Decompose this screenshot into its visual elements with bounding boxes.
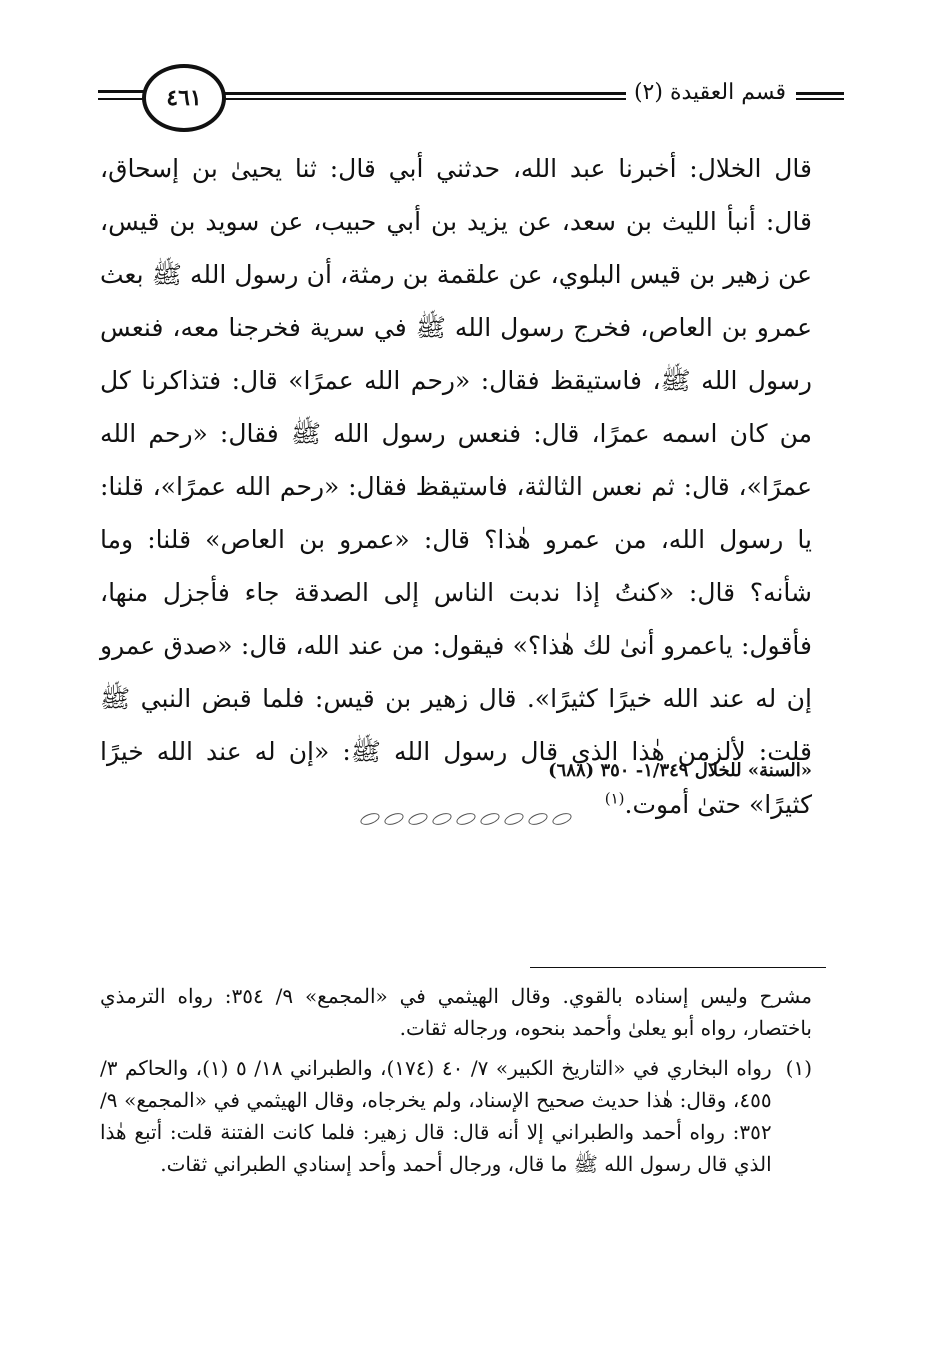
footnotes	[100, 980, 812, 1180]
footnote-number: (١)	[785, 1056, 812, 1080]
ornament-mark	[359, 811, 381, 827]
ornament-mark	[407, 811, 429, 827]
footnote-continuation: مشرح وليس إسناده بالقوي. وقال الهيثمي في «المجمع» ٩/ ٣٥٤: رواه الترمذي باختصار، رواه أبو يعلىٰ وأحمد بنحوه، ورجاله ثقات.	[100, 984, 812, 1040]
ornament-mark	[551, 811, 573, 827]
header-rule	[796, 92, 844, 95]
ornament-mark	[431, 811, 453, 827]
ornament-mark	[527, 811, 549, 827]
footnote-text: رواه البخاري في «التاريخ الكبير» ٧/ ٤٠ (١٧٤)، والطبراني ١٨/ ٥ (١)، والحاكم ٣/ ٤٥٥، وقال: هٰذا حديث صحيح الإسناد، ولم يخرجاه، وقال الهيثمي في «المجمع» ٩/ ٣٥٢: رواه أحمد والطبراني إلا أنه قال: قال زهير: فلما كانت الفتنة قلت: أتبع هٰذا الذي قال رسول الله ﷺ ما قال، ورجال أحمد وأحد إسنادي الطبراني ثقات.	[100, 1056, 772, 1176]
footnote-reference[interactable]: (١)	[604, 789, 625, 808]
footnote-item	[100, 1052, 812, 1180]
page-header	[98, 60, 844, 130]
ornament-mark	[479, 811, 501, 827]
paragraph-text: قال الخلال: أخبرنا عبد الله، حدثني أبي قال: ثنا يحيىٰ بن إسحاق، قال: أنبأ الليث بن سعد، عن يزيد بن أبي حبيب، عن سويد بن قيس، عن زهير بن قيس البلوي، عن علقمة بن رمثة، أن رسول الله ﷺ بعث عمرو بن العاص، فخرج رسول الله ﷺ في سرية فخرجنا معه، فنعس رسول الله ﷺ، فاستيقظ فقال: «رحم الله عمرًا» قال: فتذاكرنا كل من كان اسمه عمرًا، قال: فنعس رسول الله ﷺ فقال: «رحم الله عمرًا»، قال: ثم نعس الثالثة، فاستيقظ فقال: «رحم الله عمرًا»، قلنا: يا رسول الله، من عمرو هٰذا؟ قال: «عمرو بن العاص» قلنا: وما شأنه؟ قال: «كنتُ إذا ندبت الناس إلى الصدقة جاء فأجزل منها، فأقول: ياعمرو أنىٰ لك هٰذا؟» فيقول: من عند الله، قال: «صدق عمرو إن له عند الله خيرًا كثيرًا». قال زهير بن قيس: فلما قبض النبي ﷺ قلت: لألزمن هٰذا الذي قال رسول الله ﷺ: «إن له عند الله خيرًا كثيرًا» حتىٰ أموت.	[100, 154, 812, 819]
ornament-mark	[383, 811, 405, 827]
footnote-divider	[530, 967, 826, 968]
running-title: قسم العقيدة (٢)	[626, 80, 794, 105]
main-paragraph	[100, 142, 812, 831]
main-text	[100, 142, 812, 831]
section-ornament	[356, 808, 576, 828]
ornament-mark	[503, 811, 525, 827]
header-rule	[796, 98, 844, 100]
page-number: ٤٦١	[166, 85, 202, 111]
ornament-mark	[455, 811, 477, 827]
page-number-badge	[142, 64, 226, 132]
source-citation: «السنة» للخلال ١/٣٤٩- ٣٥٠ (٦٨٨)	[548, 760, 812, 781]
